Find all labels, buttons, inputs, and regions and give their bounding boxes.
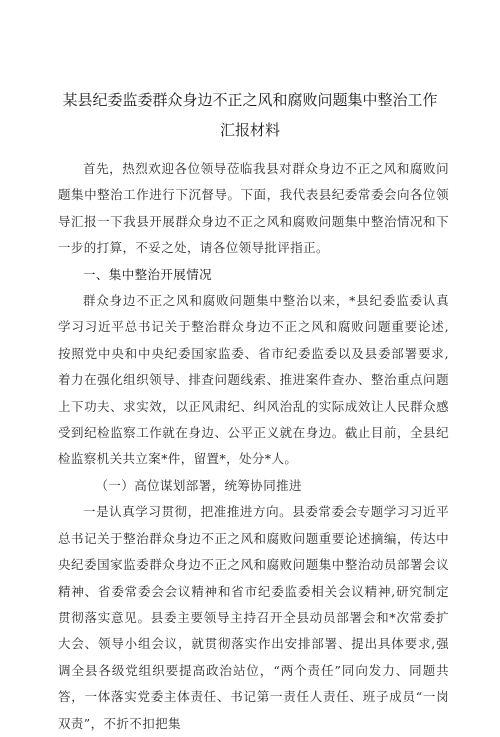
section-heading: 一、集中整治开展情况 — [83, 266, 213, 282]
document-title: 某县纪委监委群众身边不正之风和腐败问题集中整治工作汇报材料 — [62, 91, 438, 139]
subsection-heading: （一）高位谋划部署，统筹协同推进 — [95, 477, 302, 493]
intro-paragraph: 首先，热烈欢迎各位领导莅临我县对群众身边不正之风和腐败问题集中整治工作进行下沉督导。下面，我代表县纪委常委会向各位领导汇报一下我县开展群众身边不正之风和腐败问题集中整治情况和下一步的打算，不妥之处，请各位领导批评指正。 — [58, 161, 449, 256]
document-body — [58, 156, 449, 737]
overview-paragraph: 群众身边不正之风和腐败问题集中整治以来，*县纪委监委认真学习习近平总书记关于整治群众身边不正之风和腐败问题重要论述,按照党中央和中央纪委国家监委、省市纪委监委以及县委部署要求,着力在强化组织领导、排查问题线索、推进案件查办、整治重点问题上下功夫、求实效，以正风肃纪、纠风治乱的实际成效让人民群众感受到纪检监察工作就在身边、公平正义就在身边。截止目前，全县纪检监察机关共立案*件，留置*，处分*人。 — [58, 293, 449, 467]
study-paragraph: 一是认真学习贯彻，把准推进方向。县委常委会专题学习习近平总书记关于整治群众身边不正之风和腐败问题重要论述摘编，传达中央纪委国家监委群众身边不正之风和腐败问题集中整治动员部署会议精神、省委常委会会议精神和省市纪委监委相关会议精神,研究制定贯彻落实意见。县委主要领导主持召开全县动员部署会和*次常委扩大会、领导小组会议，就贯彻落实作出安排部署、提出具体要求,强调全县各级党组织要提高政治站位，“两个责任”同向发力、同题共答，一体落实党委主体责任、书记第一责任人责任、班子成员“一岗双责”，不折不扣把集 — [58, 504, 449, 731]
